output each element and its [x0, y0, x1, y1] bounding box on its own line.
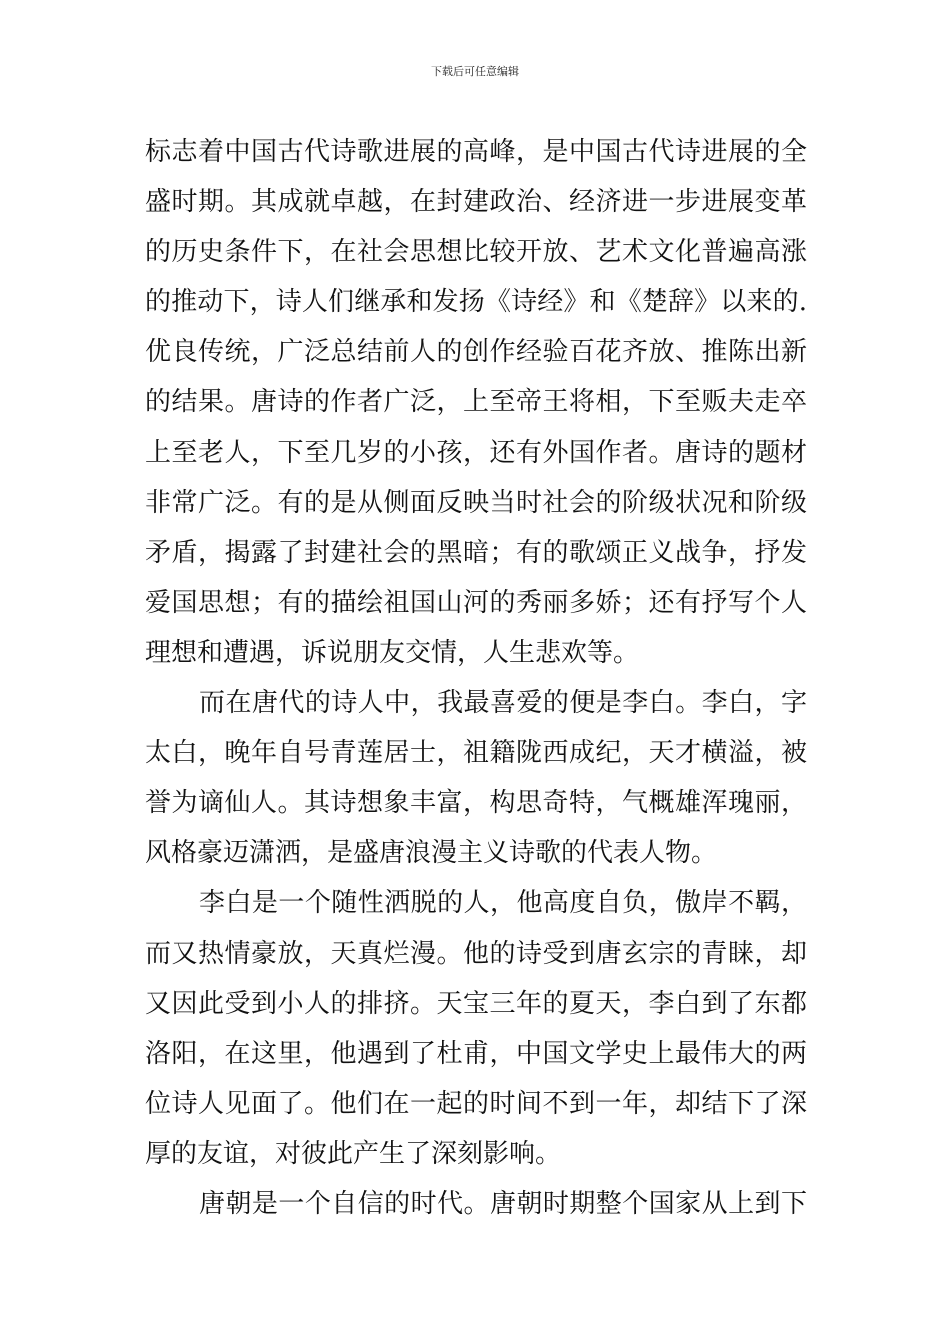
text-line: 誉为谪仙人。其诗想象丰富，构思奇特，气概雄浑瑰丽，: [145, 788, 807, 819]
paragraph-3: [145, 878, 807, 1179]
text-line: 厚的友谊，对彼此产生了深刻影响。: [145, 1138, 562, 1169]
text-line: 而在唐代的诗人中，我最喜爱的便是李白。李白，字: [199, 688, 807, 719]
text-line: 李白是一个随性洒脱的人，他高度自负，傲岸不羁，: [199, 888, 807, 919]
paragraph-4: [145, 1179, 807, 1229]
text-line: 的结果。唐诗的作者广泛，上至帝王将相，下至贩夫走卒: [145, 387, 807, 418]
text-line: 而又热情豪放，天真烂漫。他的诗受到唐玄宗的青睐，却: [145, 938, 807, 969]
text-line: 太白，晚年自号青莲居士，祖籍陇西成纪，天才横溢，被: [145, 738, 807, 769]
text-line: 上至老人，下至几岁的小孩，还有外国作者。唐诗的题材: [145, 437, 807, 468]
text-line: 洛阳，在这里，他遇到了杜甫，中国文学史上最伟大的两: [145, 1038, 807, 1069]
text-line: 爱国思想；有的描绘祖国山河的秀丽多娇；还有抒写个人: [145, 587, 807, 618]
text-line: 优良传统，广泛总结前人的创作经验百花齐放、推陈出新: [145, 337, 807, 368]
text-line: 风格豪迈潇洒，是盛唐浪漫主义诗歌的代表人物。: [145, 838, 718, 869]
page-header: 下载后可任意编辑: [431, 65, 519, 78]
text-line: 位诗人见面了。他们在一起的时间不到一年，却结下了深: [145, 1088, 807, 1119]
text-line: 唐朝是一个自信的时代。唐朝时期整个国家从上到下: [199, 1188, 807, 1219]
text-line: 标志着中国古代诗歌进展的高峰，是中国古代诗进展的全: [145, 137, 807, 167]
text-line: 理想和遭遇，诉说朋友交情，人生悲欢等。: [145, 637, 640, 668]
text-line: 盛时期。其成就卓越，在封建政治、经济进一步进展变革: [145, 187, 807, 218]
paragraph-1: [145, 127, 807, 678]
text-line: 的推动下，诗人们继承和发扬《诗经》和《楚辞》以来的.: [145, 287, 807, 318]
text-line: 的历史条件下，在社会思想比较开放、艺术文化普遍高涨: [145, 237, 807, 268]
paragraph-2: [145, 678, 807, 878]
text-line: 非常广泛。有的是从侧面反映当时社会的阶级状况和阶级: [145, 487, 807, 518]
document-body: [145, 127, 807, 1229]
text-line: 又因此受到小人的排挤。天宝三年的夏天，李白到了东都: [145, 988, 807, 1019]
text-line: 矛盾，揭露了封建社会的黑暗；有的歌颂正义战争，抒发: [145, 537, 807, 568]
